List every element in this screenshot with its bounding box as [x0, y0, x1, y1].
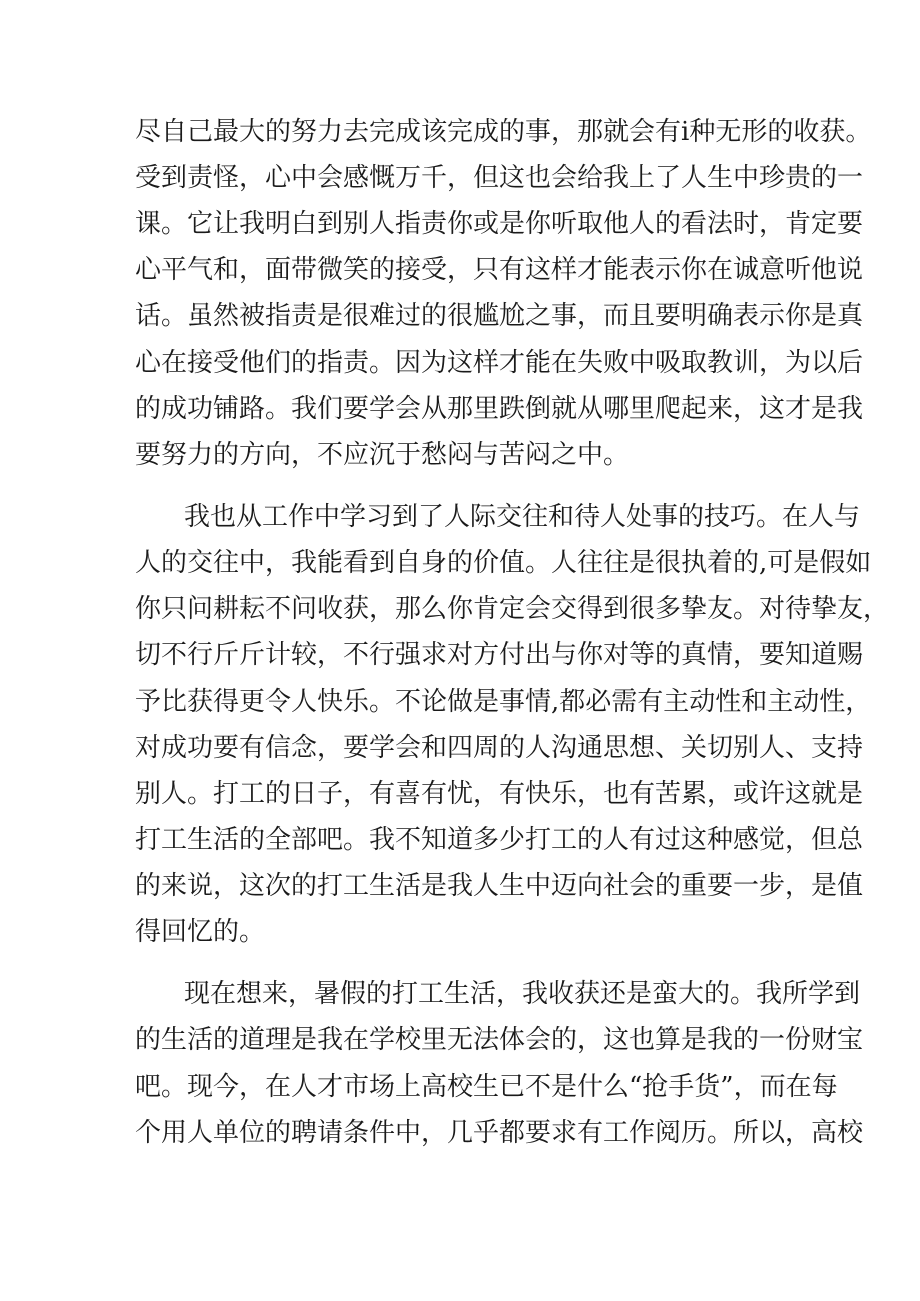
text-line: 对成功要有信念，要学会和四周的人沟通思想、关切别人、支持 — [135, 733, 864, 763]
text-line: 打工生活的全部吧。我不知道多少打工的人有过这种感觉，但总 — [135, 825, 864, 855]
text-line: 课。它让我明白到别人指责你或是你听取他人的看法时，肯定要 — [135, 209, 864, 239]
text-line: 受到责怪，心中会感慨万千，但这也会给我上了人生中珍贵的一 — [135, 163, 864, 193]
text-line: 得回忆的。 — [135, 917, 266, 947]
text-line: 切不行斤斤计较，不行强求对方付出与你对等的真情，要知道赐 — [135, 640, 864, 670]
text-line: 吧。现今，在人才市场上高校生已不是什么“抢手货”，而在每 — [135, 1072, 838, 1102]
text-line: 尽自己最大的努力去完成该完成的事，那就会有i种无形的收获。 — [135, 117, 872, 147]
text-line: 话。虽然被指责是很难过的很尴尬之事，而且要明确表示你是真 — [135, 301, 864, 331]
text-line: 心在接受他们的指责。因为这样才能在失败中吸取教训，为以后 — [135, 348, 864, 378]
text-line: 个用人单位的聘请条件中，几乎都要求有工作阅历。所以，高校 — [135, 1118, 864, 1148]
text-line: 要努力的方向，不应沉于愁闷与苦闷之中。 — [135, 440, 630, 470]
text-line: 人的交往中，我能看到自身的价值。人往往是很执着的,可是假如 — [135, 548, 872, 578]
text-line: 的成功铺路。我们要学会从那里跌倒就从哪里爬起来，这才是我 — [135, 394, 864, 424]
paragraph-first-line: 现在想来，暑假的打工生活，我收获还是蛮大的。我所学到 — [184, 979, 861, 1009]
text-line: 别人。打工的日子，有喜有忧，有快乐，也有苦累，或许这就是 — [135, 779, 864, 809]
paragraph-first-line: 我也从工作中学习到了人际交往和待人处事的技巧。在人与 — [184, 502, 861, 532]
text-line: 心平气和，面带微笑的接受，只有这样才能表示你在诚意听他说 — [135, 255, 864, 285]
text-line: 你只问耕耘不问收获，那么你肯定会交得到很多挚友。对待挚友， — [135, 594, 890, 624]
text-line: 予比获得更令人快乐。不论做是事情,都必需有主动性和主动性， — [135, 687, 872, 717]
text-line: 的来说，这次的打工生活是我人生中迈向社会的重要一步，是值 — [135, 871, 864, 901]
text-line: 的生活的道理是我在学校里无法体会的，这也算是我的一份财宝 — [135, 1025, 864, 1055]
